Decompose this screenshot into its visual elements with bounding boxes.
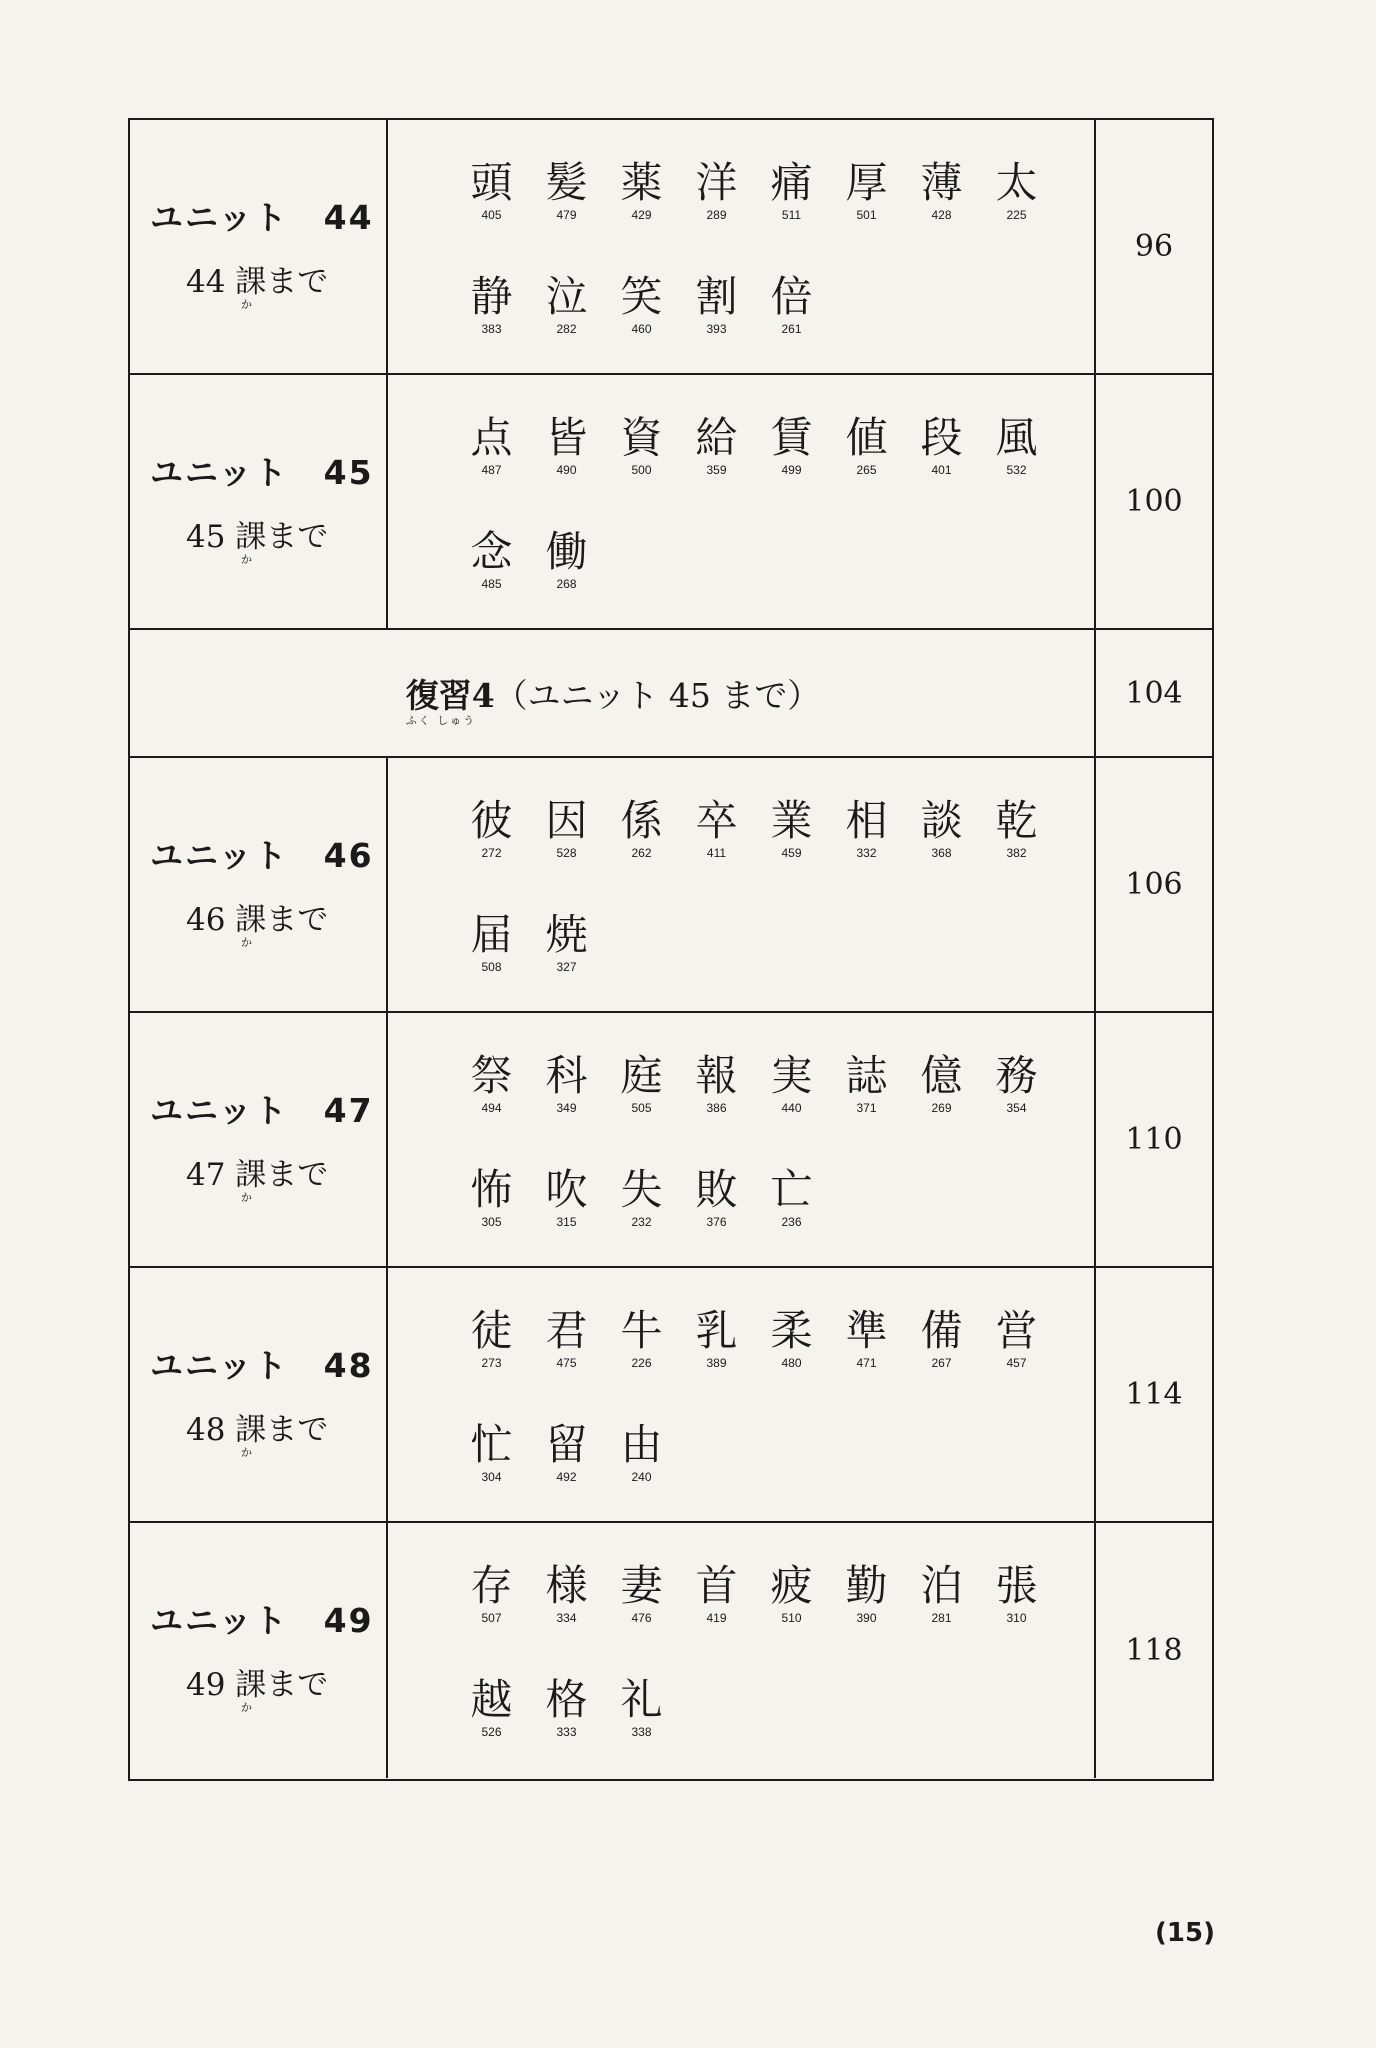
kanji-entry bbox=[754, 1563, 829, 1625]
kanji-number: 389 bbox=[706, 1356, 727, 1370]
kanji-char: 値 bbox=[845, 413, 888, 462]
kanji-entry bbox=[454, 798, 529, 860]
kanji-number: 282 bbox=[556, 322, 577, 336]
kanji-char: 由 bbox=[620, 1420, 663, 1469]
kanji-entry bbox=[829, 1563, 904, 1625]
kanji-entry bbox=[829, 415, 904, 477]
kanji-char: 君 bbox=[545, 1306, 588, 1355]
kanji-number: 511 bbox=[781, 208, 802, 222]
kanji-char: 敗 bbox=[695, 1165, 738, 1214]
kanji-char: 泊 bbox=[920, 1561, 963, 1610]
kanji-entry bbox=[604, 1422, 679, 1484]
kanji-number: 405 bbox=[481, 208, 502, 222]
kanji-number: 268 bbox=[556, 577, 577, 591]
kanji-number: 507 bbox=[481, 1611, 502, 1625]
kanji-entry bbox=[529, 798, 604, 860]
kanji-entry bbox=[679, 1563, 754, 1625]
kanji-char: 疲 bbox=[770, 1561, 813, 1610]
kanji-number: 505 bbox=[631, 1101, 652, 1115]
kanji-entry bbox=[604, 798, 679, 860]
review-ruby: ふく しゅう bbox=[405, 713, 477, 727]
kanji-entry bbox=[529, 1167, 604, 1229]
lesson-ruby: か bbox=[241, 298, 252, 311]
kanji-entry bbox=[604, 1677, 679, 1739]
unit-cell bbox=[130, 375, 388, 628]
kanji-entry bbox=[604, 1167, 679, 1229]
kanji-number: 485 bbox=[481, 577, 502, 591]
unit-row bbox=[130, 1268, 1212, 1523]
kanji-number: 338 bbox=[631, 1725, 652, 1739]
kanji-char: 礼 bbox=[620, 1675, 663, 1724]
kanji-entry bbox=[829, 160, 904, 222]
unit-cell bbox=[130, 758, 388, 1011]
kanji-line bbox=[454, 529, 604, 591]
kanji-number: 349 bbox=[556, 1101, 577, 1115]
kanji-number: 532 bbox=[1006, 463, 1027, 477]
kanji-entry bbox=[829, 798, 904, 860]
kanji-number: 232 bbox=[631, 1215, 652, 1229]
kanji-entry bbox=[904, 415, 979, 477]
kanji-char: 忙 bbox=[470, 1420, 513, 1469]
kanji-number: 261 bbox=[781, 322, 802, 336]
kanji-char: 億 bbox=[920, 1051, 963, 1100]
kanji-char: 準 bbox=[845, 1306, 888, 1355]
kanji-char: 皆 bbox=[545, 413, 588, 462]
unit-label: ユニット 49 bbox=[150, 1601, 374, 1640]
kanji-char: 泣 bbox=[545, 272, 588, 321]
kanji-char: 賃 bbox=[770, 413, 813, 462]
kanji-number: 281 bbox=[931, 1611, 952, 1625]
kanji-number: 226 bbox=[631, 1356, 652, 1370]
kanji-number: 333 bbox=[556, 1725, 577, 1739]
kanji-entry bbox=[679, 1308, 754, 1370]
kanji-number: 334 bbox=[556, 1611, 577, 1625]
kanji-entry bbox=[454, 1422, 529, 1484]
kanji-char: 談 bbox=[920, 796, 963, 845]
kanji-char: 牛 bbox=[620, 1306, 663, 1355]
kanji-char: 祭 bbox=[470, 1051, 513, 1100]
kanji-entry bbox=[454, 529, 529, 591]
kanji-number: 332 bbox=[856, 846, 877, 860]
kanji-char: 卒 bbox=[695, 796, 738, 845]
kanji-entry bbox=[454, 160, 529, 222]
kanji-cell bbox=[386, 1268, 1098, 1521]
kanji-number: 269 bbox=[931, 1101, 952, 1115]
kanji-number: 429 bbox=[631, 208, 652, 222]
kanji-entry bbox=[454, 1563, 529, 1625]
kanji-char: 彼 bbox=[470, 796, 513, 845]
kanji-entry bbox=[979, 1053, 1054, 1115]
unit-row bbox=[130, 1013, 1212, 1268]
kanji-char: 給 bbox=[695, 413, 738, 462]
kanji-char: 越 bbox=[470, 1675, 513, 1724]
lesson-ruby: か bbox=[241, 1191, 252, 1204]
kanji-number: 494 bbox=[481, 1101, 502, 1115]
kanji-char: 存 bbox=[470, 1561, 513, 1610]
kanji-cell bbox=[386, 758, 1098, 1011]
kanji-cell bbox=[386, 375, 1098, 628]
kanji-number: 304 bbox=[481, 1470, 502, 1484]
kanji-number: 419 bbox=[706, 1611, 727, 1625]
kanji-entry bbox=[529, 529, 604, 591]
unit-label: ユニット 47 bbox=[150, 1091, 374, 1130]
kanji-char: 妻 bbox=[620, 1561, 663, 1610]
kanji-entry bbox=[529, 1677, 604, 1739]
review-row bbox=[130, 630, 1212, 758]
kanji-entry bbox=[454, 1308, 529, 1370]
kanji-entry bbox=[529, 912, 604, 974]
kanji-number: 368 bbox=[931, 846, 952, 860]
kanji-line bbox=[454, 1167, 829, 1229]
page-ref: 118 bbox=[1094, 1523, 1212, 1778]
kanji-char: 割 bbox=[695, 272, 738, 321]
kanji-number: 390 bbox=[856, 1611, 877, 1625]
kanji-number: 354 bbox=[1006, 1101, 1027, 1115]
kanji-entry bbox=[754, 415, 829, 477]
kanji-entry bbox=[679, 274, 754, 336]
kanji-char: 格 bbox=[545, 1675, 588, 1724]
kanji-char: 薄 bbox=[920, 158, 963, 207]
kanji-entry bbox=[679, 415, 754, 477]
kanji-cell bbox=[386, 120, 1098, 373]
unit-label: ユニット 45 bbox=[150, 453, 374, 492]
kanji-entry bbox=[754, 1308, 829, 1370]
kanji-entry bbox=[604, 1308, 679, 1370]
lesson-label: 47 課まで bbox=[186, 1157, 329, 1193]
kanji-entry bbox=[454, 1053, 529, 1115]
kanji-entry bbox=[679, 798, 754, 860]
kanji-char: 首 bbox=[695, 1561, 738, 1610]
kanji-char: 勤 bbox=[845, 1561, 888, 1610]
kanji-number: 371 bbox=[856, 1101, 877, 1115]
kanji-entry bbox=[604, 1563, 679, 1625]
kanji-entry bbox=[454, 415, 529, 477]
kanji-number: 411 bbox=[706, 846, 727, 860]
unit-cell bbox=[130, 120, 388, 373]
kanji-char: 科 bbox=[545, 1051, 588, 1100]
unit-cell bbox=[130, 1013, 388, 1266]
kanji-number: 428 bbox=[931, 208, 952, 222]
lesson-label: 49 課まで bbox=[186, 1667, 329, 1703]
kanji-entry bbox=[679, 1167, 754, 1229]
kanji-number: 480 bbox=[781, 1356, 802, 1370]
kanji-char: 係 bbox=[620, 796, 663, 845]
kanji-number: 528 bbox=[556, 846, 577, 860]
kanji-entry bbox=[754, 274, 829, 336]
page-ref: 114 bbox=[1094, 1268, 1212, 1521]
kanji-entry bbox=[604, 415, 679, 477]
kanji-line bbox=[454, 1677, 679, 1739]
kanji-char: 乾 bbox=[995, 796, 1038, 845]
kanji-number: 267 bbox=[931, 1356, 952, 1370]
kanji-entry bbox=[979, 1563, 1054, 1625]
kanji-char: 静 bbox=[470, 272, 513, 321]
kanji-entry bbox=[979, 415, 1054, 477]
kanji-number: 475 bbox=[556, 1356, 577, 1370]
kanji-number: 376 bbox=[706, 1215, 727, 1229]
kanji-number: 401 bbox=[931, 463, 952, 477]
kanji-char: 資 bbox=[620, 413, 663, 462]
kanji-number: 265 bbox=[856, 463, 877, 477]
kanji-number: 262 bbox=[631, 846, 652, 860]
page-ref: 104 bbox=[1094, 630, 1212, 756]
kanji-char: 厚 bbox=[845, 158, 888, 207]
kanji-char: 誌 bbox=[845, 1051, 888, 1100]
kanji-entry bbox=[754, 1167, 829, 1229]
kanji-number: 393 bbox=[706, 322, 727, 336]
kanji-entry bbox=[754, 1053, 829, 1115]
kanji-char: 備 bbox=[920, 1306, 963, 1355]
unit-label: ユニット 46 bbox=[150, 836, 374, 875]
kanji-number: 471 bbox=[856, 1356, 877, 1370]
kanji-number: 240 bbox=[631, 1470, 652, 1484]
kanji-number: 386 bbox=[706, 1101, 727, 1115]
lesson-label: 44 課まで bbox=[186, 264, 329, 300]
kanji-char: 頭 bbox=[470, 158, 513, 207]
kanji-number: 310 bbox=[1006, 1611, 1027, 1625]
lesson-ruby: か bbox=[241, 553, 252, 566]
kanji-char: 業 bbox=[770, 796, 813, 845]
lesson-label: 48 課まで bbox=[186, 1412, 329, 1448]
review-subtitle: （ユニット 45 まで） bbox=[494, 675, 821, 715]
kanji-char: 柔 bbox=[770, 1306, 813, 1355]
kanji-entry bbox=[904, 798, 979, 860]
kanji-entry bbox=[454, 912, 529, 974]
kanji-line bbox=[454, 1308, 1054, 1370]
kanji-char: 実 bbox=[770, 1051, 813, 1100]
kanji-entry bbox=[829, 1308, 904, 1370]
kanji-number: 501 bbox=[856, 208, 877, 222]
kanji-char: 薬 bbox=[620, 158, 663, 207]
kanji-entry bbox=[454, 274, 529, 336]
kanji-number: 305 bbox=[481, 1215, 502, 1229]
kanji-char: 笑 bbox=[620, 272, 663, 321]
page-ref: 100 bbox=[1094, 375, 1212, 628]
kanji-entry bbox=[454, 1167, 529, 1229]
kanji-char: 働 bbox=[545, 527, 588, 576]
kanji-entry bbox=[904, 160, 979, 222]
review-heading bbox=[405, 670, 821, 727]
kanji-cell bbox=[386, 1523, 1098, 1778]
kanji-char: 点 bbox=[470, 413, 513, 462]
kanji-cell bbox=[386, 1013, 1098, 1266]
unit-label: ユニット 48 bbox=[150, 1346, 374, 1385]
lesson-ruby: か bbox=[241, 1701, 252, 1714]
kanji-number: 460 bbox=[631, 322, 652, 336]
kanji-entry bbox=[604, 160, 679, 222]
kanji-number: 272 bbox=[481, 846, 502, 860]
kanji-entry bbox=[679, 1053, 754, 1115]
unit-row bbox=[130, 120, 1212, 375]
kanji-number: 315 bbox=[556, 1215, 577, 1229]
kanji-entry bbox=[979, 1308, 1054, 1370]
kanji-char: 庭 bbox=[620, 1051, 663, 1100]
unit-row bbox=[130, 375, 1212, 630]
kanji-number: 490 bbox=[556, 463, 577, 477]
kanji-number: 273 bbox=[481, 1356, 502, 1370]
table-of-contents bbox=[128, 118, 1214, 1781]
kanji-entry bbox=[979, 160, 1054, 222]
kanji-line bbox=[454, 912, 604, 974]
unit-row bbox=[130, 1523, 1212, 1778]
kanji-entry bbox=[529, 1422, 604, 1484]
lesson-label: 45 課まで bbox=[186, 519, 329, 555]
kanji-char: 因 bbox=[545, 796, 588, 845]
kanji-char: 営 bbox=[995, 1306, 1038, 1355]
kanji-number: 487 bbox=[481, 463, 502, 477]
kanji-entry bbox=[754, 798, 829, 860]
kanji-line bbox=[454, 1053, 1054, 1115]
kanji-line bbox=[454, 1422, 679, 1484]
kanji-entry bbox=[529, 415, 604, 477]
kanji-line bbox=[454, 160, 1054, 222]
kanji-entry bbox=[904, 1563, 979, 1625]
kanji-entry bbox=[529, 160, 604, 222]
unit-label: ユニット 44 bbox=[150, 198, 374, 237]
kanji-char: 留 bbox=[545, 1420, 588, 1469]
kanji-number: 459 bbox=[781, 846, 802, 860]
kanji-char: 怖 bbox=[470, 1165, 513, 1214]
kanji-entry bbox=[979, 798, 1054, 860]
kanji-entry bbox=[904, 1053, 979, 1115]
unit-cell bbox=[130, 1268, 388, 1521]
kanji-line bbox=[454, 1563, 1054, 1625]
kanji-entry bbox=[454, 1677, 529, 1739]
unit-row bbox=[130, 758, 1212, 1013]
kanji-number: 508 bbox=[481, 960, 502, 974]
kanji-number: 500 bbox=[631, 463, 652, 477]
lesson-label: 46 課まで bbox=[186, 902, 329, 938]
kanji-number: 492 bbox=[556, 1470, 577, 1484]
kanji-char: 倍 bbox=[770, 272, 813, 321]
kanji-char: 徒 bbox=[470, 1306, 513, 1355]
kanji-char: 張 bbox=[995, 1561, 1038, 1610]
kanji-number: 499 bbox=[781, 463, 802, 477]
kanji-char: 失 bbox=[620, 1165, 663, 1214]
kanji-char: 念 bbox=[470, 527, 513, 576]
kanji-entry bbox=[679, 160, 754, 222]
kanji-entry bbox=[904, 1308, 979, 1370]
kanji-entry bbox=[529, 274, 604, 336]
kanji-number: 289 bbox=[706, 208, 727, 222]
kanji-number: 327 bbox=[556, 960, 577, 974]
kanji-entry bbox=[529, 1053, 604, 1115]
kanji-number: 476 bbox=[631, 1611, 652, 1625]
kanji-char: 届 bbox=[470, 910, 513, 959]
kanji-char: 乳 bbox=[695, 1306, 738, 1355]
kanji-char: 風 bbox=[995, 413, 1038, 462]
kanji-entry bbox=[529, 1308, 604, 1370]
kanji-char: 段 bbox=[920, 413, 963, 462]
unit-cell bbox=[130, 1523, 388, 1778]
kanji-line bbox=[454, 415, 1054, 477]
kanji-entry bbox=[604, 1053, 679, 1115]
kanji-number: 479 bbox=[556, 208, 577, 222]
kanji-number: 383 bbox=[481, 322, 502, 336]
review-title: 復習4 bbox=[405, 675, 495, 715]
kanji-char: 務 bbox=[995, 1051, 1038, 1100]
kanji-number: 236 bbox=[781, 1215, 802, 1229]
kanji-number: 440 bbox=[781, 1101, 802, 1115]
kanji-char: 報 bbox=[695, 1051, 738, 1100]
page-ref: 96 bbox=[1094, 120, 1212, 373]
page-number: (15) bbox=[1155, 1918, 1215, 1948]
page-ref: 106 bbox=[1094, 758, 1212, 1011]
kanji-char: 髪 bbox=[545, 158, 588, 207]
kanji-number: 382 bbox=[1006, 846, 1027, 860]
lesson-ruby: か bbox=[241, 936, 252, 949]
kanji-entry bbox=[754, 160, 829, 222]
kanji-number: 359 bbox=[706, 463, 727, 477]
kanji-line bbox=[454, 274, 829, 336]
page-ref: 110 bbox=[1094, 1013, 1212, 1266]
kanji-char: 様 bbox=[545, 1561, 588, 1610]
review-cell bbox=[130, 630, 1096, 756]
lesson-ruby: か bbox=[241, 1446, 252, 1459]
kanji-number: 225 bbox=[1006, 208, 1027, 222]
kanji-entry bbox=[604, 274, 679, 336]
kanji-char: 亡 bbox=[770, 1165, 813, 1214]
kanji-entry bbox=[529, 1563, 604, 1625]
kanji-char: 吹 bbox=[545, 1165, 588, 1214]
kanji-number: 457 bbox=[1006, 1356, 1027, 1370]
kanji-char: 洋 bbox=[695, 158, 738, 207]
kanji-char: 相 bbox=[845, 796, 888, 845]
kanji-entry bbox=[829, 1053, 904, 1115]
kanji-char: 痛 bbox=[770, 158, 813, 207]
kanji-number: 510 bbox=[781, 1611, 802, 1625]
kanji-number: 526 bbox=[481, 1725, 502, 1739]
kanji-char: 焼 bbox=[545, 910, 588, 959]
kanji-char: 太 bbox=[995, 158, 1038, 207]
kanji-line bbox=[454, 798, 1054, 860]
